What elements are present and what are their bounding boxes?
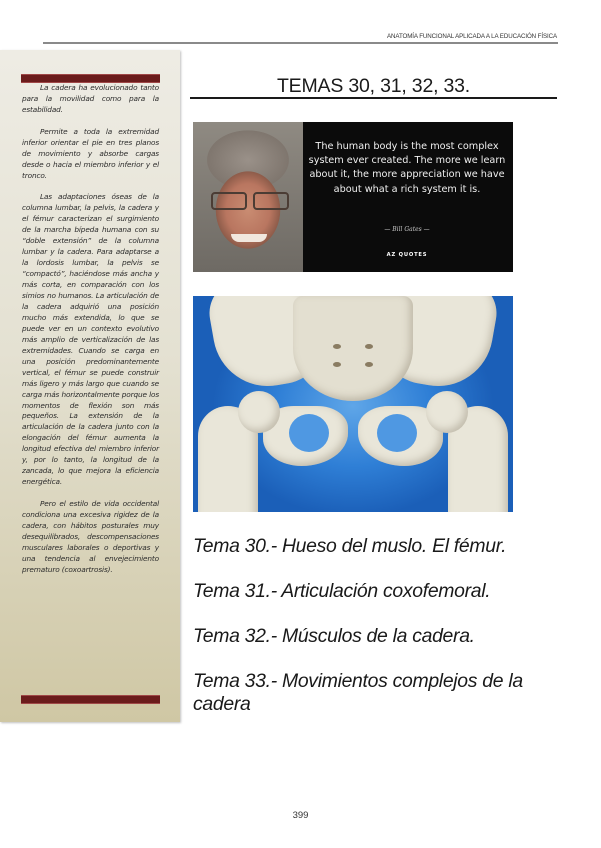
topics-list <box>193 535 563 738</box>
sidebar-paragraph: La cadera ha evolucionado tanto para la movilidad como para la estabilidad. <box>22 83 159 114</box>
running-header: ANATOMÍA FUNCIONAL APLICADA A LA EDUCACIÓN FÍSICA <box>387 33 557 40</box>
page-number: 399 <box>292 810 309 821</box>
sidebar-textbox <box>0 50 180 722</box>
topic-item: Tema 30.- Hueso del muslo. El fémur. <box>193 535 507 557</box>
quote-brand-logo: AZ QUOTES <box>386 252 428 258</box>
sacral-foramen <box>365 344 373 349</box>
header-rule <box>43 42 558 44</box>
sacral-foramen <box>333 344 341 349</box>
sidebar-paragraph: Pero el estilo de vida occidental condiciona una excesiva rigidez de la cadera, con hábitos posturales muy desequilibrados, descompensaciones musculares laborales o deportivas y una tendencia al envejecimiento prematuro (coxoartrosis). <box>22 499 159 574</box>
sidebar-top-bar <box>21 74 160 83</box>
sacral-foramen <box>333 362 341 367</box>
sidebar-text <box>22 83 159 576</box>
smile-graphic <box>231 234 267 242</box>
quote-text: The human body is the most complex system ever created. The more we learn about it, the more appreciation we have about what a rich system it is. <box>308 141 506 195</box>
quote-author: — Bill Gates — <box>384 226 430 233</box>
title-rule <box>190 97 557 99</box>
left-obturator-foramen <box>289 414 329 452</box>
pelvis-image <box>193 296 513 512</box>
right-femoral-head-shape <box>426 391 468 433</box>
sidebar-paragraph: Permite a toda la extremidad inferior orientar el pie en tres planos de movimiento y absorbe cargas desde o hacia el miembro inferior y el tronco. <box>22 126 159 180</box>
quote-image <box>193 122 513 272</box>
page-title: TEMAS 30, 31, 32, 33. <box>276 75 471 97</box>
topic-item: Tema 31.- Articulación coxofemoral. <box>193 580 491 602</box>
left-femoral-head-shape <box>238 391 280 433</box>
topic-item: Tema 32.- Músculos de la cadera. <box>193 625 475 647</box>
sacrum-shape <box>293 296 413 401</box>
sacral-foramen <box>365 362 373 367</box>
sidebar-paragraph: Las adaptaciones óseas de la columna lumbar, la pelvis, la cadera y el fémur caracterizan el surgimiento de la marcha bípeda humana con su “doble extensión” de la columna lumbar y la cadera. Para adaptarse a la lordosis lumbar, la pelvis se “compactó”, haciéndose más ancha y más corta, en comparación con los simios no humanos. La articulación de la cadera adquirió una posición mucho más extendida, lo que se puede ver en un contexto evolutivo más amplio de verticalización de las extremidades. Cuando se carga en una posición predominantemente vertical, el fémur se puede construir más ligero y más largo que cuando se carga más horizontalmente porque los momentos de flexión son más pequeños. La extensión de la articulación de la cadera junto con la elongación del fémur aumenta la longitud efectiva del miembro inferior y, por lo tanto, la longitud de la zancada, lo que mejora la eficiencia energética. <box>22 192 159 487</box>
sidebar-bottom-bar <box>21 695 160 704</box>
topic-item: Tema 33.- Movimientos complejos de la cadera <box>193 670 523 715</box>
right-obturator-foramen <box>377 414 417 452</box>
glasses-graphic <box>211 192 289 208</box>
portrait-photo <box>193 122 303 272</box>
